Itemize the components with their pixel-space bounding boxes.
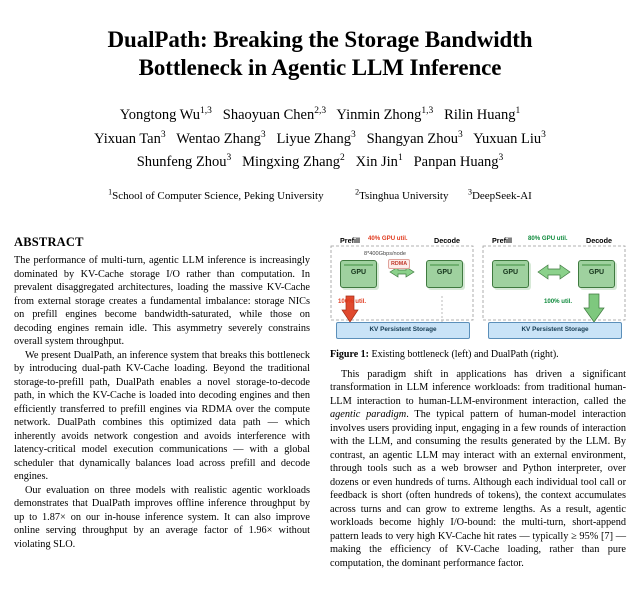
figure-caption-label: Figure 1:: [330, 349, 369, 360]
figure-right-panel: [482, 234, 626, 344]
gpu-text: GPU: [350, 269, 367, 276]
abstract-paragraph-2: We present DualPath, an inference system that breaks this bottleneck by introducing dual-path KV-Cache loading. Beyond the traditional storage-to-prefill path, DualPath enables a novel storage-to-decode path, in which the KV-Cache is loaded into decoding engines and then efficiently transferred to prefill engines via RDMA over the compute network. DualPath combines this optimized data path — which inherently avoids network congestion and avoids interference with latency-critical model execution communications — with a global scheduler that dynamically balances load across prefill and decode engines.: [14, 349, 310, 483]
figure-left-rdma-label: RDMA: [388, 259, 410, 269]
figure-left-panel: [330, 234, 474, 344]
body-paragraph-1: This paradigm shift in applications has driven a significant transformation in LLM inference workloads: from traditional human-LLM interaction to human-LLM-environment interaction, called the agentic paradigm. The typical pattern of human-model interaction involves users providing input, engaging in a few rounds of interaction with the LLM, and consuming the results generated by the LLM. By contrast, an agentic LLM may interact with an external environment, through tools such as a web browser and Python interpreter, over dozens or even hundreds of turns. Although each individual tool call or feedback is short (often hundreds of tokens), the context accumulates across turns and can grow to extreme lengths. As a result, agentic workloads become highly I/O-bound: the multi-turn, short-append pattern leads to very high KV-Cache hit rates — typically ≥ 95% [7] — making the efficiency of KV-Cache loading, rather than pure computation, the dominant performance factor.: [330, 369, 626, 569]
right-column: [330, 234, 626, 570]
figure-right-util-bottom: 100% util.: [544, 298, 573, 305]
storage-text: KV Persistent Storage: [521, 326, 589, 334]
figure-right-util-top: 80% GPU util.: [528, 235, 568, 242]
abstract-paragraph-3: Our evaluation on three models with realistic agentic workloads demonstrates that DualPath improves offline inference throughput by up to 1.87× on our in-house inference system. It can also improve online serving throughput by an average factor of 1.96× without violating SLO.: [14, 484, 310, 550]
figure-right-storage-box: [488, 322, 622, 339]
figure-left-decode-label: Decode: [434, 236, 460, 245]
affiliation-3: $^3$DeepSeek-AI: [467, 187, 532, 203]
figure-1-graphic: [330, 234, 626, 344]
gpu-text: GPU: [588, 269, 605, 276]
figure-right-decode-gpu: [578, 260, 615, 288]
two-column-body: [14, 234, 626, 570]
figure-right-decode-label: Decode: [586, 236, 612, 245]
figure-left-prefill-gpu: [340, 260, 377, 288]
figure-left-decode-gpu: [426, 260, 463, 288]
figure-left-nic-label: 8*400Gbps/node: [364, 251, 406, 257]
figure-left-util-bottom: 100% util.: [338, 298, 367, 305]
title-line-1: DualPath: Breaking the Storage Bandwidth: [107, 27, 533, 52]
gpu-text: GPU: [436, 269, 453, 276]
affiliation-list: [24, 188, 616, 203]
title-line-2: Bottleneck in Agentic LLM Inference: [138, 55, 502, 81]
affiliation-2: $^2$Tsinghua University: [355, 187, 449, 203]
author-list: [28, 104, 612, 174]
figure-left-util-top: 40% GPU util.: [368, 235, 408, 242]
affiliation-1: $^1$School of Computer Science, Peking University: [108, 187, 324, 203]
figure-left-prefill-label: Prefill: [340, 236, 360, 245]
left-column: [14, 234, 310, 570]
figure-1: [330, 234, 626, 361]
gpu-text: GPU: [502, 269, 519, 276]
figure-right-prefill-label: Prefill: [492, 236, 512, 245]
italic-term: agentic paradigm: [330, 409, 407, 421]
storage-text: KV Persistent Storage: [369, 326, 437, 334]
author-line-1: Yongtong Wu$^{1,3}$ Shaoyuan Chen$^{2,3}$ Yinmin Zhong$^{1,3}$ Rilin Huang$^1$: [119, 106, 521, 124]
paper-page: [0, 26, 640, 612]
figure-left-storage-box: [336, 322, 470, 339]
author-line-2: Yixuan Tan$^3$ Wentao Zhang$^3$ Liyue Zhang$^3$ Shangyan Zhou$^3$ Yuxuan Liu$^3$: [94, 129, 546, 147]
figure-1-caption: [330, 348, 626, 361]
author-line-3: Shunfeng Zhou$^3$ Mingxing Zhang$^2$ Xin Jin$^1$ Panpan Huang$^3$: [136, 153, 504, 171]
figure-right-prefill-gpu: [492, 260, 529, 288]
abstract-heading: ABSTRACT: [14, 235, 84, 249]
abstract-paragraph-1: The performance of multi-turn, agentic LLM inference is increasingly dominated by KV-Cache storage I/O rather than computation. In prevalent disaggregated architectures, loading the massive KV-Cache from external storage creates a fundamental imbalance: storage NICs on prefill engines become bandwidth-saturated, while those on decoding engines remain idle. This asymmetry severely constrains overall system throughput.: [14, 255, 310, 348]
page-title: [34, 26, 606, 82]
figure-caption-text: Existing bottleneck (left) and DualPath (right).: [368, 349, 559, 360]
